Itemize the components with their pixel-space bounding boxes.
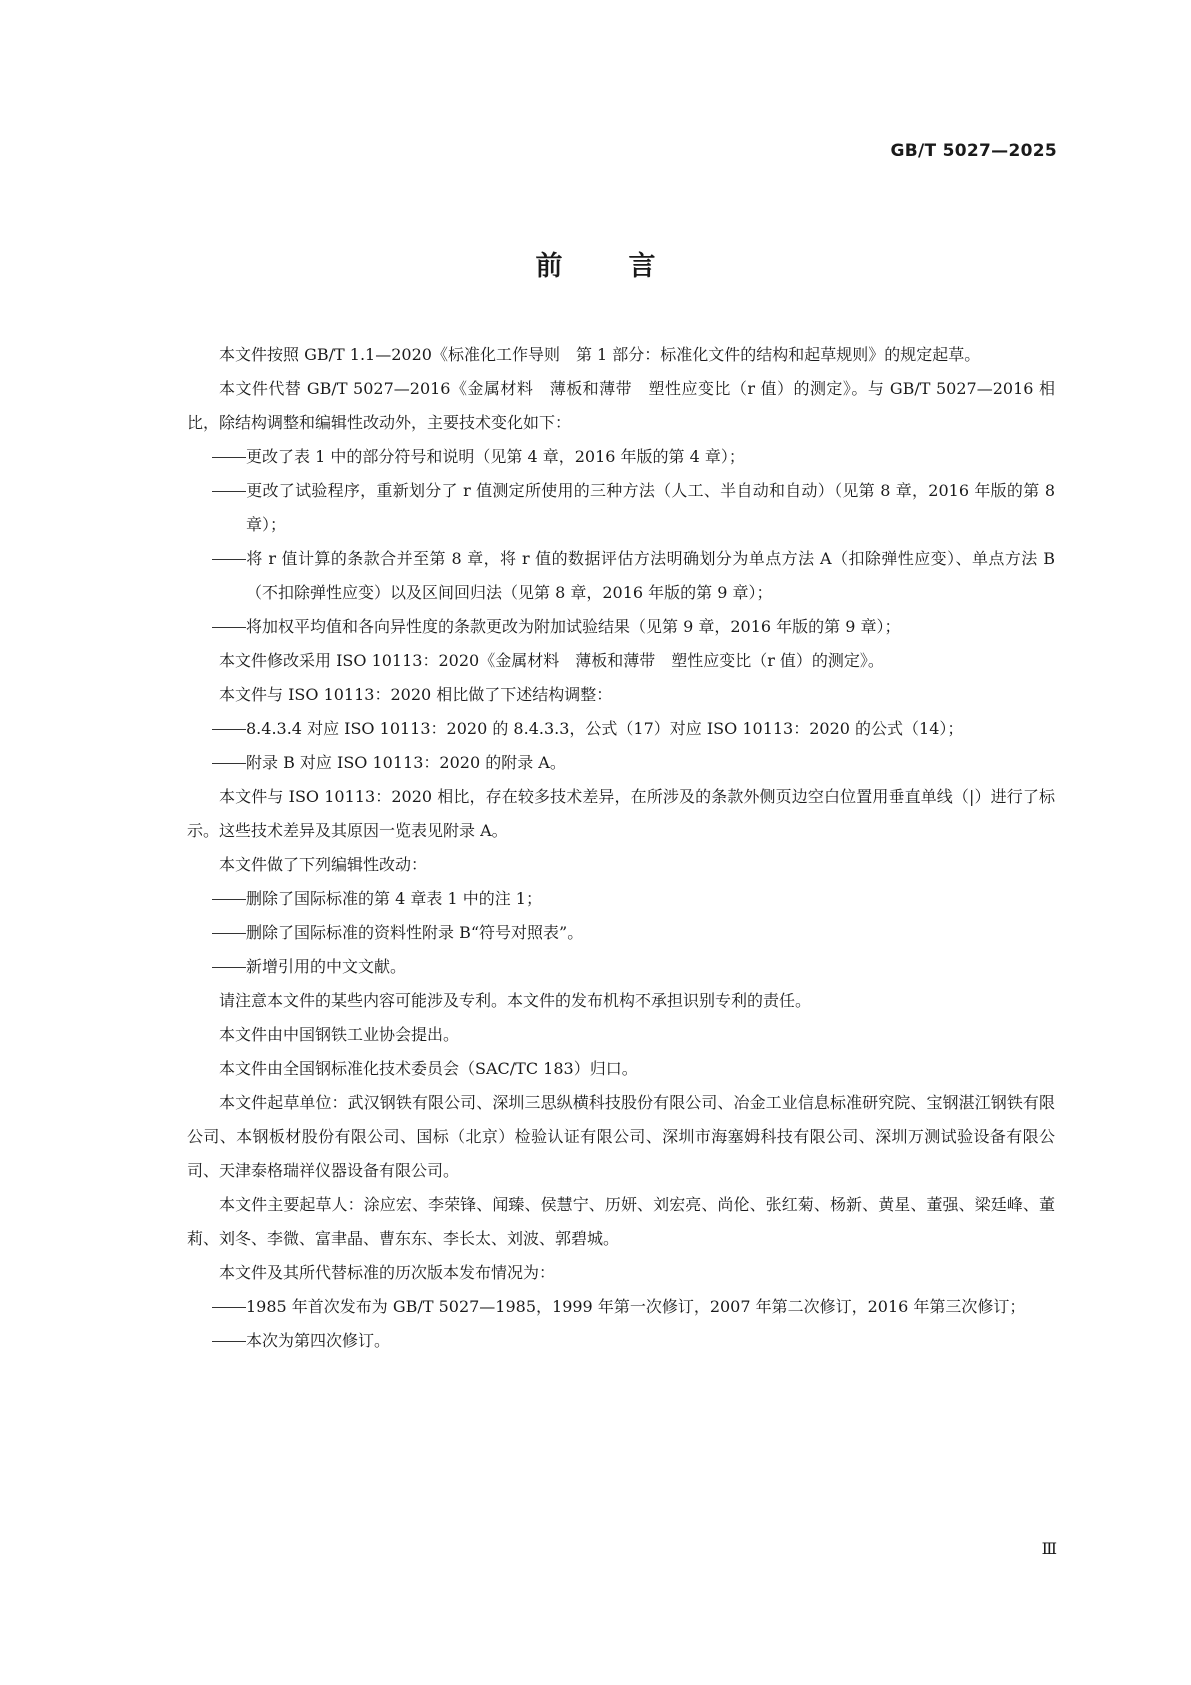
paragraph: 本文件代替 GB/T 5027—2016《金属材料 薄板和薄带 塑性应变比（r 值）的测定》。与 GB/T 5027—2016 相比，除结构调整和编辑性改动外，主要技术变化如下： [187,379,1055,432]
list-item: 附录 B 对应 ISO 10113：2020 的附录 A。 [187,746,1055,780]
page-number: Ⅲ [1041,1539,1057,1558]
list-item: 将 r 值计算的条款合并至第 8 章，将 r 值的数据评估方法明确划分为单点方法 A（扣除弹性应变）、单点方法 B（不扣除弹性应变）以及区间回归法（见第 8 章，2016 年版的第 9 章）； [187,542,1055,610]
paragraph: 本文件起草单位：武汉钢铁有限公司、深圳三思纵横科技股份有限公司、冶金工业信息标准研究院、宝钢湛江钢铁有限公司、本钢板材股份有限公司、国标（北京）检验认证有限公司、深圳市海塞姆科技有限公司、深圳万测试验设备有限公司、天津泰格瑞祥仪器设备有限公司。 [187,1093,1055,1180]
list-item: 删除了国际标准的第 4 章表 1 中的注 1； [187,882,1055,916]
paragraph: 本文件修改采用 ISO 10113：2020《金属材料 薄板和薄带 塑性应变比（r 值）的测定》。 [219,651,884,670]
list-item: 1985 年首次发布为 GB/T 5027—1985，1999 年第一次修订，2007 年第二次修订，2016 年第三次修订； [187,1290,1055,1324]
foreword-body [187,338,1055,1358]
list-item: 8.4.3.4 对应 ISO 10113：2020 的 8.4.3.3，公式（17）对应 ISO 10113：2020 的公式（14）； [187,712,1055,746]
page-title: 前言 [535,251,722,282]
paragraph: 本文件由全国钢标准化技术委员会（SAC/TC 183）归口。 [219,1059,638,1078]
paragraph: 本文件按照 GB/T 1.1—2020《标准化工作导则 第 1 部分：标准化文件的结构和起草规则》的规定起草。 [219,345,981,364]
dash-bullet [212,491,246,492]
dash-bullet [212,899,246,900]
dash-bullet [212,967,246,968]
list-item: 更改了表 1 中的部分符号和说明（见第 4 章，2016 年版的第 4 章）； [187,440,1055,474]
paragraph: 请注意本文件的某些内容可能涉及专利。本文件的发布机构不承担识别专利的责任。 [219,991,812,1010]
dash-bullet [212,1307,246,1308]
paragraph: 本文件由中国钢铁工业协会提出。 [219,1025,460,1044]
paragraph: 本文件做了下列编辑性改动： [219,855,428,874]
list-item: 删除了国际标准的资料性附录 B“符号对照表”。 [187,916,1055,950]
paragraph: 本文件与 ISO 10113：2020 相比做了下述结构调整： [219,685,613,704]
paragraph: 本文件及其所代替标准的历次版本发布情况为： [219,1263,556,1282]
dash-bullet [212,729,246,730]
list-item: 本次为第四次修订。 [187,1324,1055,1358]
paragraph: 本文件主要起草人：涂应宏、李荣锋、闻臻、侯慧宁、历妍、刘宏亮、尚伦、张红菊、杨新、黄星、董强、梁廷峰、董莉、刘冬、李微、富聿晶、曹东东、李长太、刘波、郭碧城。 [187,1195,1055,1248]
list-item: 将加权平均值和各向异性度的条款更改为附加试验结果（见第 9 章，2016 年版的第 9 章）； [187,610,1055,644]
dash-bullet [212,1341,246,1342]
standard-number-header: GB/T 5027—2025 [890,141,1057,161]
dash-bullet [212,933,246,934]
paragraph: 本文件与 ISO 10113：2020 相比，存在较多技术差异，在所涉及的条款外侧页边空白位置用垂直单线（|）进行了标示。这些技术差异及其原因一览表见附录 A。 [187,787,1055,840]
dash-bullet [212,559,246,560]
dash-bullet [212,763,246,764]
dash-bullet [212,627,246,628]
list-item: 更改了试验程序，重新划分了 r 值测定所使用的三种方法（人工、半自动和自动）（见第 8 章，2016 年版的第 8 章）； [187,474,1055,542]
dash-bullet [212,457,246,458]
list-item: 新增引用的中文文献。 [187,950,1055,984]
